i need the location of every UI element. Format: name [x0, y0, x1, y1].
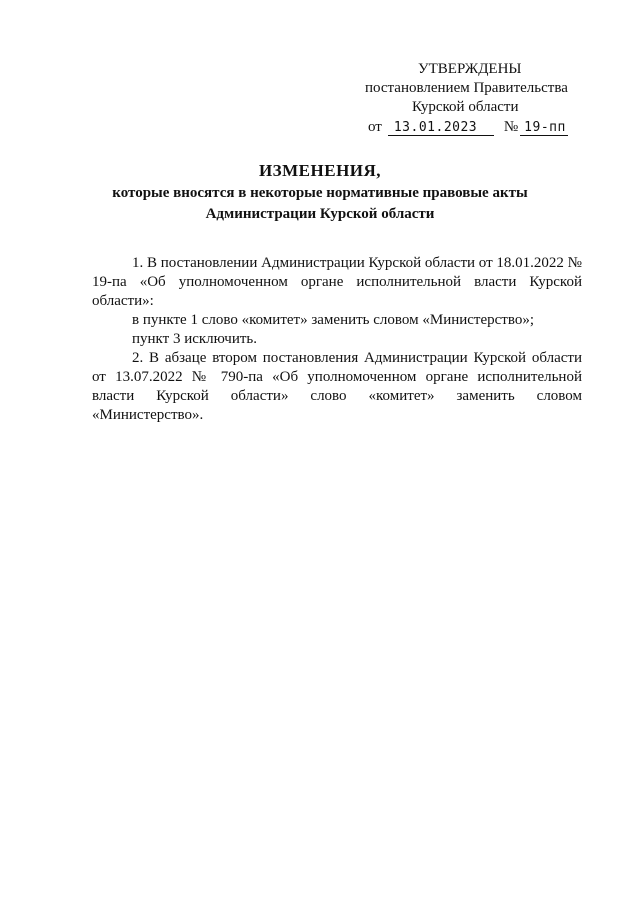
paragraph-1: 1. В постановлении Администрации Курской области от 18.01.2022 № 19-па «Об уполномоченном органе исполнительной власти Курской области»:: [92, 255, 582, 309]
approval-date-prefix: от: [368, 119, 382, 135]
document-body: [92, 254, 582, 425]
approval-issuer: постановлением Правительства: [365, 80, 568, 96]
approval-number-value: 19-пп: [520, 120, 568, 136]
paragraph-1-item-2: пункт 3 исключить.: [132, 331, 258, 347]
heading-subtitle-line2: Администрации Курской области: [205, 206, 435, 222]
approval-block: [360, 60, 580, 137]
document-heading: [0, 160, 640, 224]
heading-title: ИЗМЕНЕНИЯ,: [258, 161, 382, 180]
approval-date-value: 13.01.2023: [388, 120, 494, 136]
approval-date-line: [360, 118, 580, 137]
approval-number-prefix: №: [503, 119, 519, 135]
approval-title: УТВЕРЖДЕНЫ: [418, 61, 522, 77]
heading-subtitle-line1: которые вносятся в некоторые нормативные правовые акты: [112, 185, 528, 201]
paragraph-2: 2. В абзаце втором постановления Администрации Курской области от 13.07.2022 № 790-па «Об уполномоченном органе исполнительной власти Курской области» слово «комитет» заменить словом «Министерство».: [92, 350, 582, 423]
approval-region: Курской области: [412, 99, 519, 115]
paragraph-1-item-1: в пункте 1 слово «комитет» заменить словом «Министерство»;: [132, 312, 535, 328]
